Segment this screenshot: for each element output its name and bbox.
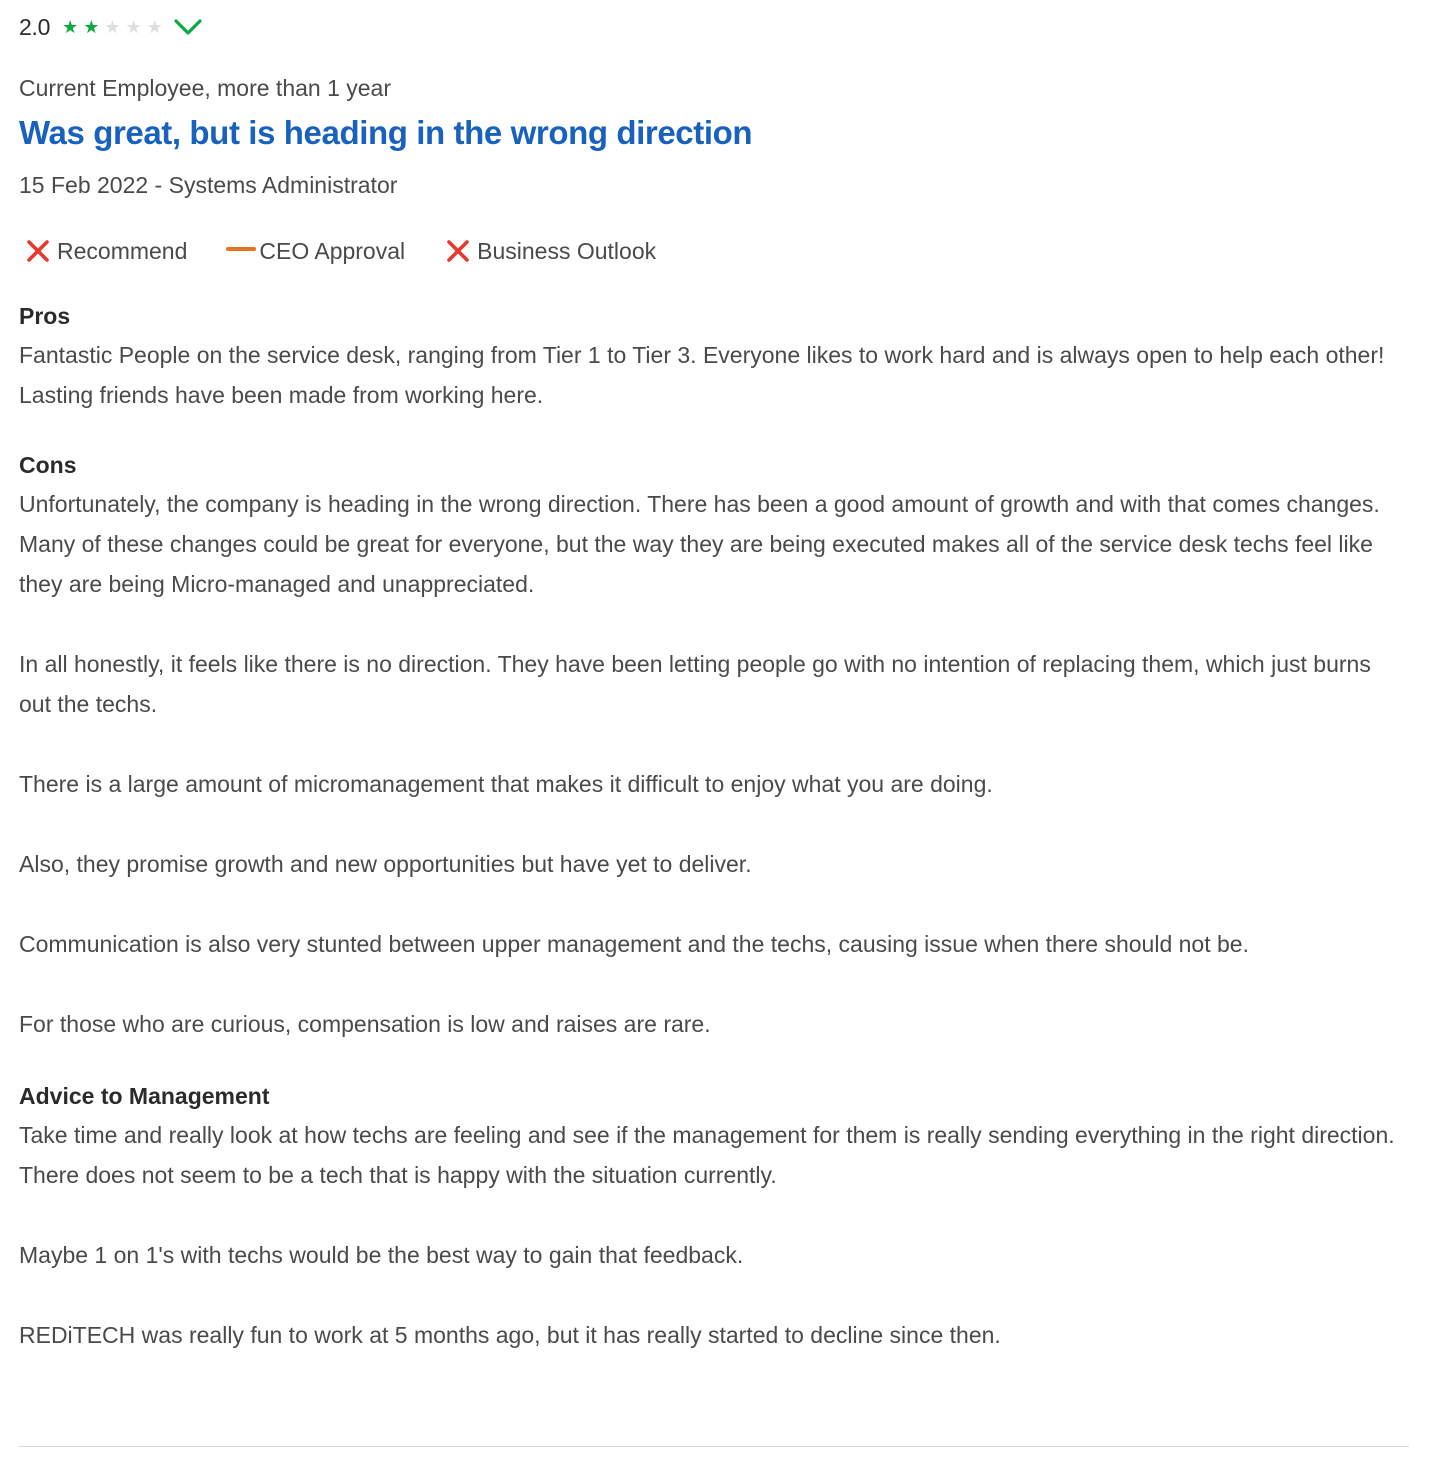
business-outlook-label: Business Outlook bbox=[477, 237, 657, 264]
recommend-rating bbox=[19, 236, 187, 266]
business-outlook-rating bbox=[439, 236, 656, 266]
cons-heading: Cons bbox=[19, 452, 77, 478]
divider bbox=[19, 1446, 1409, 1447]
x-icon bbox=[23, 236, 53, 266]
advice-text: Take time and really look at how techs are feeling and see if the management for them is really sending everything in the right direction. There does not seem to be a tech that is happy with the situation currently. Maybe 1 on 1's with techs would be the best way to gain that feedback. REDiTECH was really fun to work at 5 months ago, but it has really started to decline since then. bbox=[19, 1122, 1395, 1348]
ceo-approval-label: CEO Approval bbox=[259, 237, 406, 264]
x-icon bbox=[443, 236, 473, 266]
advice-section bbox=[19, 1083, 1409, 1355]
advice-heading: Advice to Management bbox=[19, 1083, 270, 1109]
star-empty-icon: ★ bbox=[125, 17, 142, 37]
cons-section bbox=[19, 452, 1409, 1044]
rating-value: 2.0 bbox=[19, 13, 51, 40]
chevron-down-icon[interactable] bbox=[173, 16, 203, 38]
star-empty-icon: ★ bbox=[146, 17, 163, 37]
star-empty-icon: ★ bbox=[104, 17, 121, 37]
review-date-and-role: 15 Feb 2022 - Systems Administrator bbox=[19, 172, 398, 198]
pros-text: Fantastic People on the service desk, ranging from Tier 1 to Tier 3. Everyone likes to work hard and is always open to help each other! Lasting friends have been made from working here. bbox=[19, 342, 1385, 408]
recommend-label: Recommend bbox=[57, 237, 188, 264]
ceo-approval-rating bbox=[221, 236, 405, 266]
ratings-summary bbox=[19, 235, 1409, 267]
pros-section bbox=[19, 303, 1409, 415]
star-filled-icon: ★ bbox=[83, 17, 100, 37]
cons-text: Unfortunately, the company is heading in the wrong direction. There has been a good amount of growth and with that comes changes. Many of these changes could be great for everyone, but the way they are being executed makes all of the service desk techs feel like they are being Micro-managed and unappreciated. In all honestly, it feels like there is no direction. They have been letting people go with no intention of replacing them, which just burns out the techs. There is a large amount of micromanagement that makes it difficult to enjoy what you are doing. Also, they promise growth and new opportunities but have yet to deliver. Communication is also very stunted between upper management and the techs, causing issue when there should not be. For those who are curious, compensation is low and raises are rare. bbox=[19, 491, 1380, 1037]
pros-heading: Pros bbox=[19, 303, 71, 329]
dash-icon bbox=[225, 236, 257, 266]
employee-status: Current Employee, more than 1 year bbox=[19, 75, 392, 101]
star-rating bbox=[62, 18, 163, 36]
rating-row bbox=[19, 12, 1409, 42]
star-filled-icon: ★ bbox=[62, 17, 79, 37]
review-title-link[interactable]: Was great, but is heading in the wrong direction bbox=[19, 114, 753, 151]
